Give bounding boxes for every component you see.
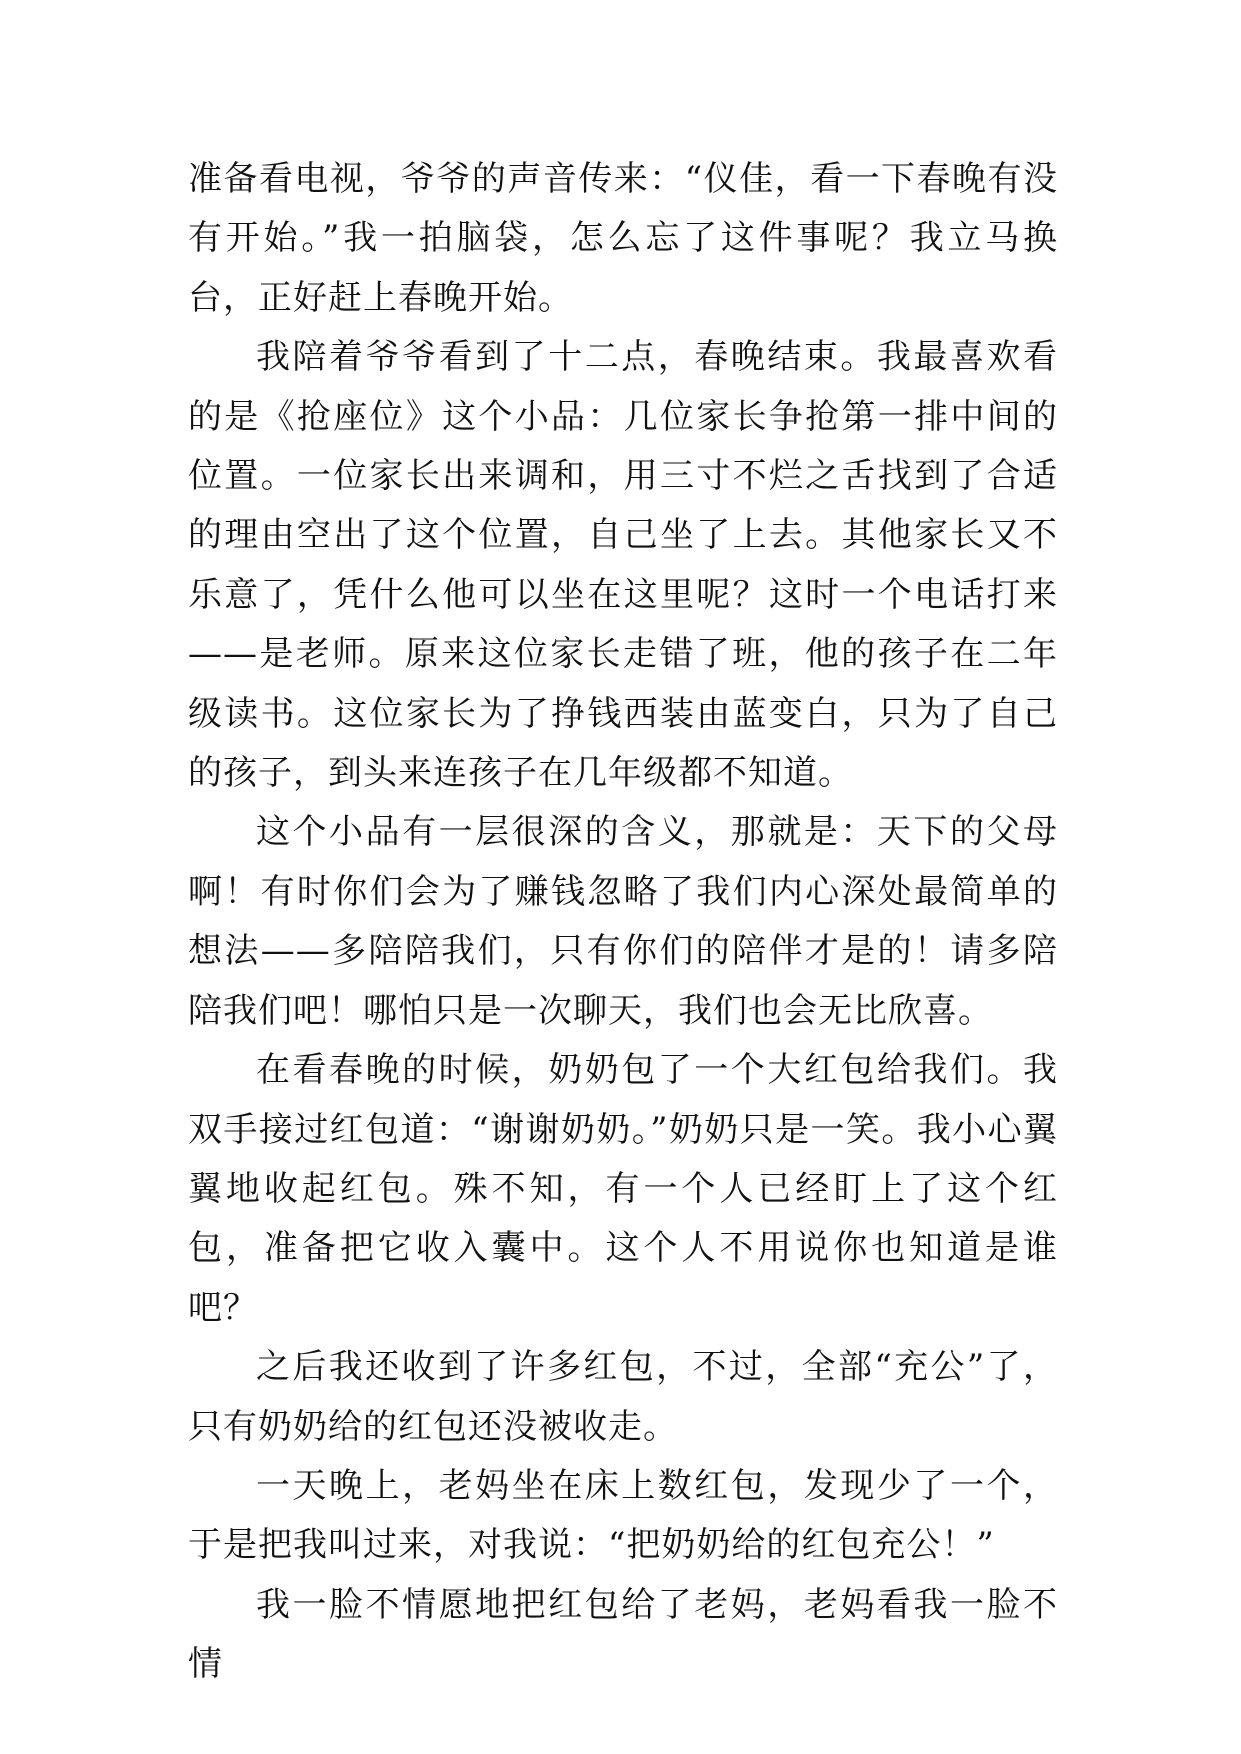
paragraph: 之后我还收到了许多红包，不过，全部“充公”了，只有奶奶给的红包还没被收走。 [188,1347,1058,1447]
paragraph: 准备看电视，爷爷的声音传来：“仪佳，看一下春晚有没有开始。”我一拍脑袋，怎么忘了这件事呢？我立马换台，正好赶上春晚开始。 [188,159,1058,318]
paragraph: 一天晚上，老妈坐在床上数红包，发现少了一个，于是把我叫过来，对我说：“把奶奶给的红包充公！” [188,1465,1058,1566]
body-text [188,150,1058,1695]
paragraph: 我一脸不情愿地把红包给了老妈，老妈看我一脸不情 [188,1584,1058,1685]
paragraph: 我陪着爷爷看到了十二点，春晚结束。我最喜欢看的是《抢座位》这个小品：几位家长争抢第一排中间的位置。一位家长出来调和，用三寸不烂之舌找到了合适的理由空出了这个位置，自己坐了上去。其他家长又不乐意了，凭什么他可以坐在这里呢？这时一个电话打来——是老师。原来这位家长走错了班，他的孩子在二年级读书。这位家长为了挣钱西装由蓝变白，只为了自己的孩子，到头来连孩子在几年级都不知道。 [188,337,1058,794]
paragraph: 这个小品有一层很深的含义，那就是：天下的父母啊！有时你们会为了赚钱忽略了我们内心深处最简单的想法——多陪陪我们，只有你们的陪伴才是的！请多陪陪我们吧！哪怕只是一次聊天，我们也会无比欣喜。 [188,812,1058,1031]
paragraph: 在看春晚的时候，奶奶包了一个大红包给我们。我双手接过红包道：“谢谢奶奶。”奶奶只是一笑。我小心翼翼地收起红包。殊不知，有一个人已经盯上了这个红包，准备把它收入囊中。这个人不用说你也知道是谁吧？ [188,1050,1058,1328]
